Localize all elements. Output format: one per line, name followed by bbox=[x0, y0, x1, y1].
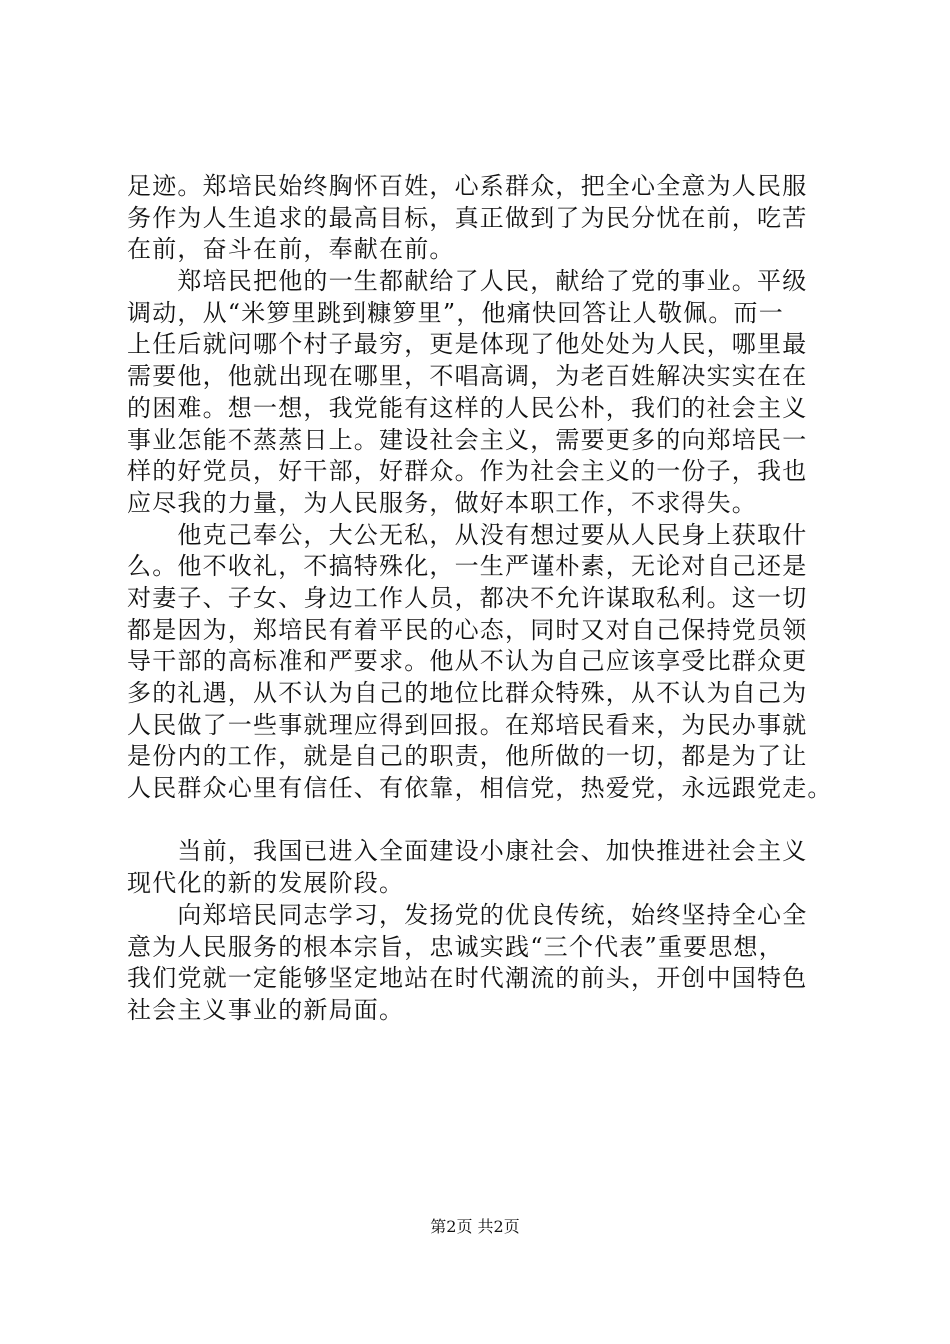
text-line: 样的好党员，好干部，好群众。作为社会主义的一份子，我也 bbox=[127, 457, 808, 486]
text-line: 事业怎能不蒸蒸日上。建设社会主义，需要更多的向郑培民一 bbox=[127, 425, 808, 454]
paragraph-2 bbox=[127, 266, 843, 520]
paragraph-1 bbox=[127, 171, 843, 266]
text-line: 么。他不收礼，不搞特殊化，一生严谨朴素，无论对自己还是 bbox=[127, 552, 808, 581]
text-line: 我们党就一定能够坚定地站在时代潮流的前头，开创中国特色 bbox=[127, 964, 808, 993]
text-line: 都是因为，郑培民有着平民的心态，同时又对自己保持党员领 bbox=[127, 615, 808, 644]
text-line: 在前，奋斗在前，奉献在前。 bbox=[127, 235, 455, 264]
text-line: 的困难。想一想，我党能有这样的人民公朴，我们的社会主义 bbox=[127, 393, 808, 422]
text-line: 务作为人生追求的最高目标，真正做到了为民分忧在前，吃苦 bbox=[127, 203, 808, 232]
text-line: 人民做了一些事就理应得到回报。在郑培民看来，为民办事就 bbox=[127, 710, 808, 739]
text-line: 意为人民服务的根本宗旨，忠诚实践“三个代表”重要思想， bbox=[127, 932, 784, 961]
paragraph-5 bbox=[127, 900, 843, 1027]
text-line: 多的礼遇，从不认为自己的地位比群众特殊，从不认为自己为 bbox=[127, 679, 808, 707]
page-number-label: 第2页 共2页 bbox=[430, 1217, 520, 1236]
paragraph-3 bbox=[127, 520, 843, 805]
document-body bbox=[127, 171, 843, 1027]
text-line: 调动，从“米箩里跳到糠箩里”，他痛快回答让人敬佩。而一 bbox=[127, 298, 784, 327]
text-line: 足迹。郑培民始终胸怀百姓，心系群众，把全心全意为人民服 bbox=[127, 172, 808, 200]
paragraph-4 bbox=[127, 836, 843, 899]
text-line: 他克己奉公，大公无私，从没有想过要从人民身上获取什 bbox=[127, 520, 808, 549]
text-line: 向郑培民同志学习，发扬党的优良传统，始终坚持全心全 bbox=[127, 900, 808, 929]
text-line: 是份内的工作，就是自己的职责，他所做的一切，都是为了让 bbox=[127, 742, 808, 771]
blank-line bbox=[127, 805, 843, 837]
text-line: 现代化的新的发展阶段。 bbox=[127, 869, 405, 898]
text-line: 应尽我的力量，为人民服务，做好本职工作，不求得失。 bbox=[127, 488, 757, 517]
text-line: 需要他，他就出现在哪里，不唱高调，为老百姓解决实实在在 bbox=[127, 362, 808, 391]
text-line: 对妻子、子女、身边工作人员，都决不允许谋取私利。这一切 bbox=[127, 583, 808, 612]
text-line: 人民群众心里有信任、有依靠，相信党，热爱党，永远跟党走。 bbox=[127, 774, 833, 803]
text-line: 当前，我国已进入全面建设小康社会、加快推进社会主义 bbox=[127, 837, 808, 866]
text-line: 郑培民把他的一生都献给了人民，献给了党的事业。平级 bbox=[127, 267, 808, 296]
text-line: 导干部的高标准和严要求。他从不认为自己应该享受比群众更 bbox=[127, 647, 808, 676]
page-footer bbox=[0, 1214, 950, 1237]
text-line: 社会主义事业的新局面。 bbox=[127, 995, 405, 1024]
text-line: 上任后就问哪个村子最穷，更是体现了他处处为人民，哪里最 bbox=[127, 330, 808, 359]
